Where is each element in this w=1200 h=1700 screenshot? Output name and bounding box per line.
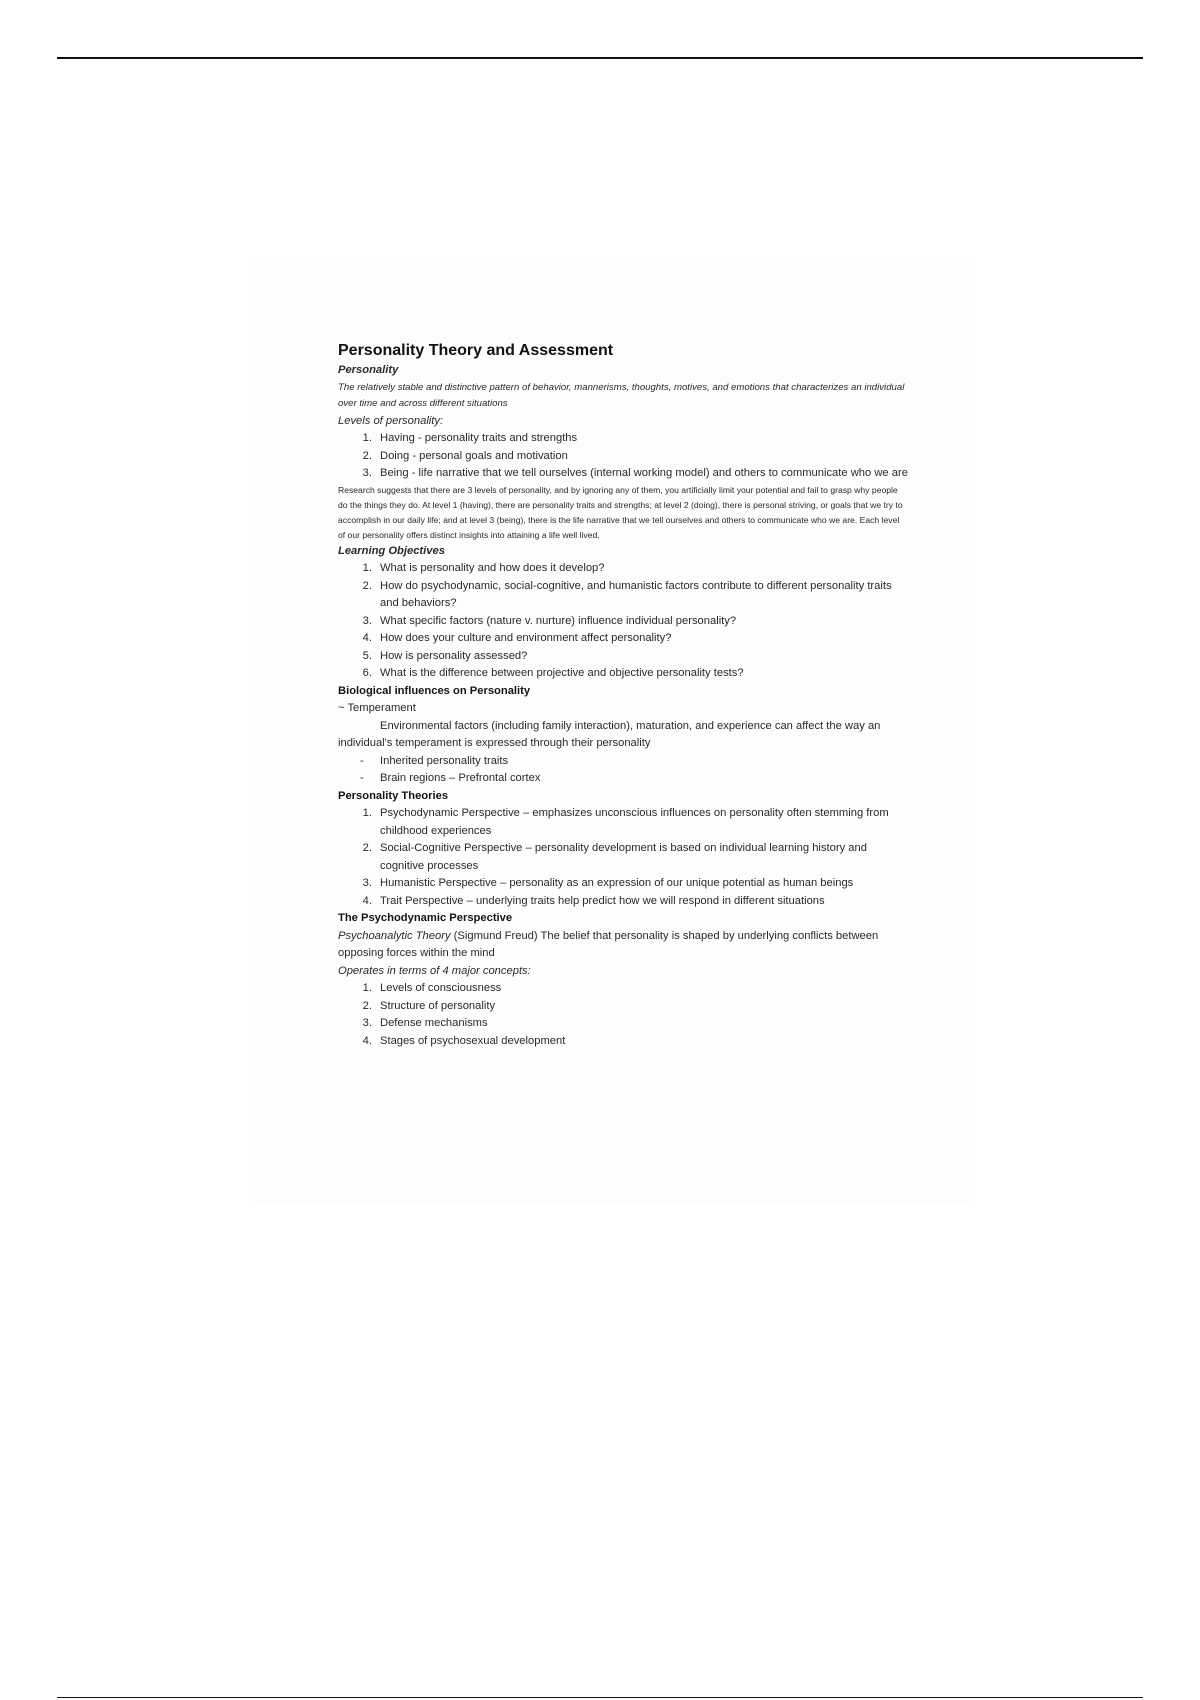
list-item [338,805,908,840]
list-item [338,560,908,578]
list-number: 3. [362,467,372,479]
list-item [338,465,908,483]
list-item [338,613,908,631]
psychoanalytic-term: Psychoanalytic Theory [338,929,451,942]
list-text: How is personality assessed? [380,649,528,662]
list-number: 3. [362,877,372,889]
list-number: 4. [362,894,372,907]
list-item [338,430,908,448]
list-number: 2. [362,449,372,462]
list-item [338,998,908,1016]
list-number: 4. [362,632,372,644]
psychodynamic-heading: The Psychodynamic Perspective [338,912,513,924]
theories-list [338,805,908,910]
list-item [338,578,908,613]
list-text: What is the difference between projective and objective personality tests? [380,667,744,679]
list-item [338,875,908,893]
list-item [338,1033,908,1051]
list-number: 3. [362,614,372,627]
list-number: 2. [362,842,372,854]
list-text: Doing - personal goals and motivation [380,449,568,462]
levels-list [338,430,908,483]
environment-paragraph: Environmental factors (including family interaction), maturation, and experience can affect the way an individual's temperament is expressed through their personality [338,719,881,749]
levels-heading: Levels of personality: [338,414,444,427]
list-item [338,648,908,666]
list-number: 6. [362,667,372,679]
list-dash: - [360,754,364,767]
top-rule [57,57,1143,59]
list-number: 3. [362,1017,372,1029]
list-text: Stages of psychosexual development [380,1034,566,1047]
research-paragraph: Research suggests that there are 3 levels of personality, and by ignoring any of them, you artificially limit your potential and fail to grasp why people do the things they do. At level 1 (having), there are personality traits and strengths; at level 2 (doing), there is personal striving, or goals that we try to accomplish in our daily life; and at level 3 (being), there is the life narrative that we tell ourselves and others to communicate who we are. Each level of our personality offers distinct insights into attaining a life well lived. [338,484,903,540]
personality-heading: Personality [338,364,399,376]
list-item [338,448,908,466]
list-number: 4. [362,1034,372,1047]
objectives-heading: Learning Objectives [338,544,445,557]
list-text: Structure of personality [380,999,496,1012]
list-number: 1. [362,432,372,444]
list-number: 5. [362,649,372,662]
list-item [338,1015,908,1033]
list-item [338,893,908,911]
list-dash: - [360,772,364,784]
list-text: Brain regions – Prefrontal cortex [380,772,541,784]
list-text: Humanistic Perspective – personality as an expression of our unique potential as human beings [380,877,854,889]
list-text: Having - personality traits and strengths [380,432,578,444]
bio-heading: Biological influences on Personality [338,684,531,697]
list-item [338,753,908,771]
psychoanalytic-paragraph [338,928,908,963]
concepts-list [338,980,908,1050]
bio-list [338,753,908,788]
list-text: What is personality and how does it develop? [380,562,605,574]
list-number: 2. [362,999,372,1012]
concepts-heading: Operates in terms of 4 major concepts: [338,964,531,977]
list-text: Defense mechanisms [380,1017,488,1029]
list-item [338,980,908,998]
list-item [338,630,908,648]
list-item [338,770,908,788]
temperament-label: ~ Temperament [338,702,416,714]
personality-definition: The relatively stable and distinctive pattern of behavior, mannerisms, thoughts, motives, and emotions that characterizes an individual over time and across different situations [338,381,905,409]
list-text: Trait Perspective – underlying traits help predict how we will respond in different situations [380,894,825,907]
list-text: What specific factors (nature v. nurture) influence individual personality? [380,614,737,627]
list-item [338,840,908,875]
document-title: Personality Theory and Assessment [338,342,614,359]
list-item [338,665,908,683]
list-text: How do psychodynamic, social-cognitive, and humanistic factors contribute to different personality traits and behaviors? [380,579,892,609]
list-number: 1. [362,807,372,819]
list-number: 1. [362,562,372,574]
document-content [338,340,908,1050]
list-text: Being - life narrative that we tell ourselves (internal working model) and others to communicate who we are [380,467,908,479]
list-text: Social-Cognitive Perspective – personality development is based on individual learning history and cognitive processes [380,842,867,872]
objectives-list [338,560,908,683]
bottom-rule [57,1697,1143,1698]
list-text: Psychodynamic Perspective – emphasizes unconscious influences on personality often stemming from childhood experiences [380,807,889,837]
psychoanalytic-text: (Sigmund Freud) The belief that personality is shaped by underlying conflicts between opposing forces within the mind [338,929,879,959]
list-text: How does your culture and environment affect personality? [380,632,672,644]
list-text: Levels of consciousness [380,982,502,994]
list-number: 1. [362,982,372,994]
theories-heading: Personality Theories [338,789,449,802]
list-number: 2. [362,579,372,592]
list-text: Inherited personality traits [380,754,509,767]
